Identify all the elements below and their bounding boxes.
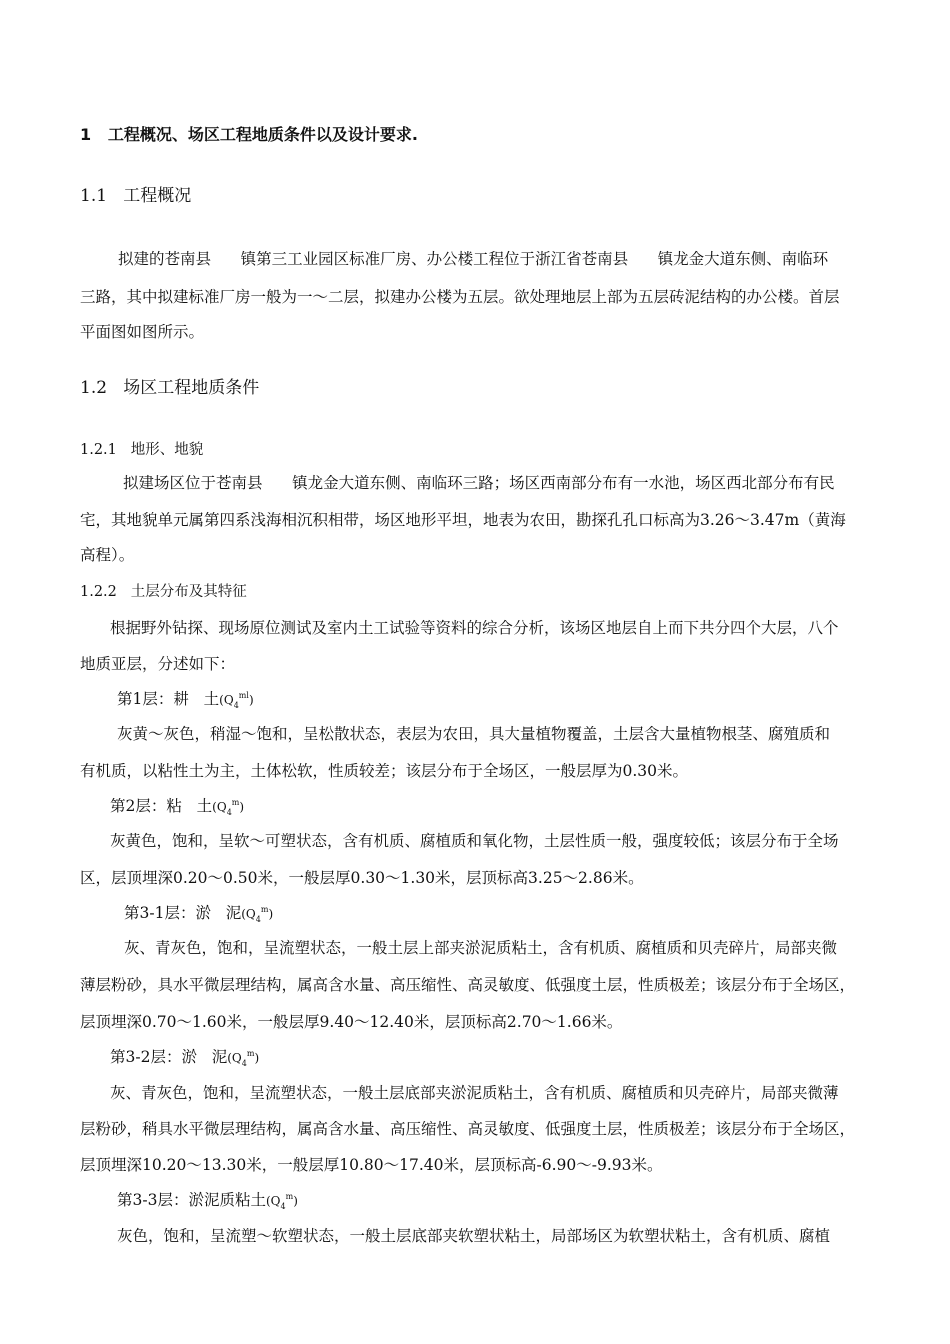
layer-age-symbol: (Q <box>212 800 227 814</box>
layer-name: 第3-1层：淤 泥 <box>124 904 242 922</box>
section-title-1-1: 1.1 工程概况 <box>80 186 192 206</box>
paragraph-line: 根据野外钻探、现场原位测试及室内土工试验等资料的综合分析，该场区地层自上而下共分四个大层，八个 <box>110 619 839 637</box>
layer-name: 第3-3层：淤泥质粘土 <box>117 1191 266 1209</box>
layer-age-symbol: (Q <box>241 907 256 921</box>
layer-age-superscript: ml <box>238 690 249 700</box>
layer-heading <box>124 903 273 924</box>
paragraph-line: 地质亚层，分述如下： <box>80 655 236 673</box>
paragraph-line: 层粉砂，稍具水平微层理结构，属高含水量、高压缩性、高灵敏度、低强度土层，性质极差；该层分布于全场区， <box>80 1120 856 1138</box>
paragraph-line: 有机质，以粘性土为主，土体松软，性质较差；该层分布于全场区，一般层厚为0.30米。 <box>80 762 689 780</box>
layer-name: 第2层：粘 土 <box>110 797 213 815</box>
layer-age-close: ) <box>293 1194 298 1208</box>
section-title-1-2: 1.2 场区工程地质条件 <box>80 378 260 398</box>
subsection-title-1-2-2: 1.2.2 土层分布及其特征 <box>80 584 247 600</box>
section-heading-1: 1 工程概况、场区工程地质条件以及设计要求. <box>80 125 418 144</box>
layer-name: 第3-2层：淤 泥 <box>110 1048 228 1066</box>
paragraph-line: 高程）。 <box>80 546 135 564</box>
paragraph-line: 灰、青灰色，饱和，呈流塑状态，一般土层上部夹淤泥质粘土，含有机质、腐植质和贝壳碎片，局部夹微 <box>124 939 838 957</box>
layer-age-symbol: (Q <box>227 1051 242 1065</box>
layer-heading <box>110 1047 259 1068</box>
layer-age-close: ) <box>268 907 274 921</box>
layer-name: 第1层：耕 土 <box>117 690 220 708</box>
layer-age-superscript: m <box>231 797 240 807</box>
paragraph-line: 拟建场区位于苍南县 镇龙金大道东侧、南临环三路；场区西南部分布有一水池，场区西北部分布有民 <box>123 474 835 492</box>
paragraph-line: 宅，其地貌单元属第四系浅海相沉积相带，场区地形平坦，地表为农田，勘探孔孔口标高为3.26～3.47m（黄海 <box>80 511 846 529</box>
layer-age-symbol: (Q <box>219 693 234 707</box>
layer-age-subscript: 4 <box>255 915 261 925</box>
layer-heading <box>110 796 244 817</box>
layer-age-subscript: 4 <box>226 808 232 818</box>
layer-age-symbol: (Q <box>265 1194 281 1208</box>
paragraph-line: 区，层顶埋深0.20～0.50米，一般层厚0.30～1.30米，层顶标高3.25～2.86米。 <box>80 869 644 887</box>
layer-age-subscript: 4 <box>233 701 239 711</box>
paragraph-line: 灰、青灰色，饱和，呈流塑状态，一般土层底部夹淤泥质粘土，含有机质、腐植质和贝壳碎片，局部夹微薄 <box>110 1084 839 1102</box>
paragraph-line: 薄层粉砂，具水平微层理结构，属高含水量、高压缩性、高灵敏度、低强度土层，性质极差；该层分布于全场区， <box>80 976 856 994</box>
paragraph-line: 灰黄～灰色，稍湿～饱和，呈松散状态，表层为农田，具大量植物覆盖，土层含大量植物根茎、腐殖质和 <box>117 725 831 743</box>
layer-age-subscript: 4 <box>280 1202 286 1212</box>
subsection-title-1-2-1: 1.2.1 地形、地貌 <box>80 442 204 458</box>
layer-age-superscript: m <box>246 1048 255 1058</box>
layer-age-superscript: m <box>285 1191 294 1201</box>
paragraph-line: 三路，其中拟建标准厂房一般为一～二层，拟建办公楼为五层。欲处理地层上部为五层砖泥结构的办公楼。首层 <box>80 288 840 306</box>
paragraph-line: 灰黄色，饱和，呈软～可塑状态，含有机质、腐植质和氧化物，土层性质一般，强度较低；该层分布于全场 <box>110 832 839 850</box>
paragraph-line: 层顶埋深0.70～1.60米，一般层厚9.40～12.40米，层顶标高2.70～1.66米。 <box>80 1013 623 1031</box>
layer-heading <box>117 1190 298 1211</box>
layer-age-close: ) <box>239 800 245 814</box>
layer-age-close: ) <box>254 1051 260 1065</box>
paragraph-line: 层顶埋深10.20～13.30米，一般层厚10.80～17.40米，层顶标高-6.90～-9.93米。 <box>80 1156 663 1174</box>
paragraph-line: 灰色，饱和，呈流塑～软塑状态，一般土层底部夹软塑状粘土，局部场区为软塑状粘土，含有机质、腐植 <box>117 1227 831 1245</box>
paragraph-line: 平面图如图所示。 <box>80 323 205 341</box>
layer-age-superscript: m <box>260 904 269 914</box>
layer-age-subscript: 4 <box>241 1059 247 1069</box>
layer-age-close: ) <box>248 693 254 707</box>
paragraph-line: 拟建的苍南县 镇第三工业园区标准厂房、办公楼工程位于浙江省苍南县 镇龙金大道东侧、南临环 <box>118 250 829 268</box>
layer-heading <box>117 689 254 710</box>
